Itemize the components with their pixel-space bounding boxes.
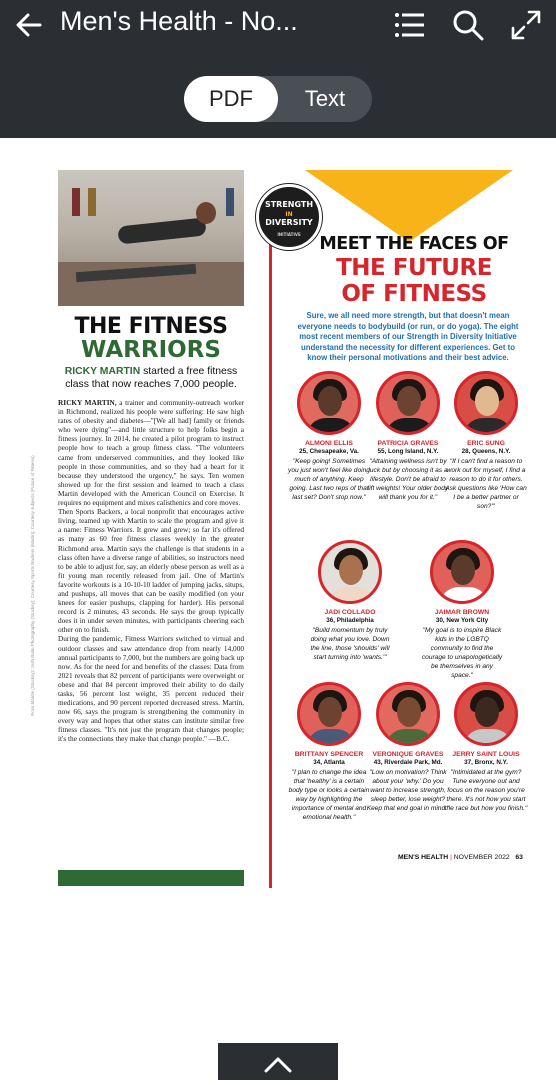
person-quote: "Low on motivation? Think about your 'why.' Do you want to increase strength, sleep better, lose weight? Keep that end goal in mind." bbox=[366, 769, 450, 812]
person-quote: "Intimidated at the gym? Tune everyone out and focus on the reason you're there. It's not how you start the race but how you finish." bbox=[444, 769, 528, 812]
person-photo bbox=[297, 371, 361, 435]
person-name: ERIC SUNG bbox=[467, 440, 505, 447]
faces-headline: MEET THE FACES OF bbox=[319, 234, 509, 254]
article-dek bbox=[58, 366, 244, 391]
person-quote: "Keep going! Sometimes you just won't feel like doing much of anything. Keep going. Last two reps of that last set? Don't stop now." bbox=[288, 458, 370, 501]
person-photo bbox=[430, 540, 494, 604]
person-location: 28, Queens, N.Y. bbox=[461, 448, 511, 455]
person-name: PATRICIA GRAVES bbox=[377, 440, 439, 447]
document-title: Men's Health - No... bbox=[60, 6, 298, 36]
person-card bbox=[444, 371, 528, 511]
dek-name: RICKY MARTIN bbox=[64, 366, 141, 377]
person-photo bbox=[318, 540, 382, 604]
page-footer: MEN'S HEALTH | NOVEMBER 2022 63 bbox=[398, 854, 523, 861]
person-name: JERRY SAINT LOUIS bbox=[452, 751, 520, 758]
text-tab[interactable]: Text bbox=[304, 86, 346, 111]
article-title-line2: WARRIORS bbox=[81, 337, 221, 363]
photo-credit: Ross Mantle (Stocksy); Josh Balm Photography (Stocksy); Courtesy Sports Backers (Martin); Courtesy subjects (Future of Fitness) bbox=[30, 455, 35, 716]
expand-icon[interactable] bbox=[509, 8, 543, 42]
person-card bbox=[287, 682, 371, 822]
person-card bbox=[420, 540, 504, 680]
search-icon[interactable] bbox=[451, 8, 485, 42]
body-lead: RICKY MARTIN, bbox=[58, 398, 117, 407]
back-arrow-icon[interactable] bbox=[12, 8, 46, 42]
person-quote: "I plan to change the idea that 'healthy' is a certain body type or looks a certain way by highlighting the importance of mental and emotional health." bbox=[288, 769, 370, 821]
person-quote: "My goal is to inspire Black kids in the LGBTQ community to find the courage to unapologetically be themselves in any space." bbox=[421, 627, 503, 679]
article-body bbox=[58, 398, 244, 744]
future-headline: THE FUTURE OF FITNESS bbox=[336, 255, 492, 307]
person-card bbox=[366, 371, 450, 503]
strength-in-diversity-badge: STRENGTH IN DIVERSITY INITIATIVE bbox=[256, 184, 322, 250]
dek-text: started a free fitness class that now reaches 7,000 people. bbox=[65, 366, 238, 390]
person-location: 37, Bronx, N.Y. bbox=[464, 759, 508, 766]
green-bar bbox=[58, 870, 244, 886]
body-text: a trainer and community-outreach worker in Richmond, realized his people were suffering: He saw high rates of obesity and diabetes—"[We all had] family or friends who were dying"—and little structure to help folks begin a fitness journey. In 2014, he created a pilot program to instruct people how to teach a group fitness class. "The volunteers came from underserved communities, and they looked like people in those communities, and so they had a heart for it because they understood the urgency," he says. Ten women showed up for the first session and learned to teach a class Martin developed with the American Council on Exercise. It requires no equipment and mixes calisthenics and core moves. Then Sports Backers, a local nonprofit that encourages active living, teamed up with Martin to scale the program and give it a name: Fitness Warriors. It grew and grew; so far it's offered as many as 60 free fitness classes weekly in the greater Richmond area. Martin says the challenge is that students in a class often have a diverse range of abilities, so instructors need to be able to adjust for, say, an elderly obese person as well as a fit young man recently released from jail. One of Martin's favorite workouts is a 10-10-10 ladder of jumping jacks, situps, and pushups, all moves that can be easily modified (on your knees for easier pushups, clapping for harder). His personal record is 2 minutes, 43 seconds. He says the group typically does it in under seven minutes, with participants cheering each other on to finish. During the pandemic, Fitness Warriors switched to virtual and outdoor classes and saw attendance drop from nearly 14,000 annual participants to 7,000, but the numbers are going back up now. As for the need for and benefits of the classes: Data from 2021 reveals that 82 percent of participants were overweight or obese and that 84 percent improved their ability to do daily tasks, 56 percent lost weight, 35 percent reduced their medications, and 90 percent reported decreased stress. Martin, now 66, says the program is strengthening the community in every way and hopes that other states can institute similar free fitness classes. "It's not just the program that changes people; it's the connections they make that change people." —B.C. bbox=[58, 398, 244, 744]
person-location: 25, Chesapeake, Va. bbox=[299, 448, 359, 455]
view-toggle bbox=[184, 76, 372, 122]
person-card bbox=[444, 682, 528, 814]
person-quote: "Build momentum by truly doing what you love. Down the line, those 'shoulds' will start turning into 'wants.'" bbox=[310, 627, 390, 661]
person-name: JAIMAR BROWN bbox=[434, 609, 490, 616]
chevron-up-icon[interactable] bbox=[218, 1043, 338, 1080]
person-photo bbox=[297, 682, 361, 746]
person-name: ALMONI ELLIS bbox=[305, 440, 353, 447]
person-photo bbox=[376, 371, 440, 435]
person-card bbox=[287, 371, 371, 503]
app-toolbar bbox=[0, 0, 556, 138]
list-icon[interactable] bbox=[392, 8, 426, 42]
person-card bbox=[308, 540, 392, 663]
person-quote: "If I can't find a reason to work out for myself, I find a reason to do it for others. Ask questions like 'How can I be a better partner or son?'" bbox=[445, 458, 527, 510]
person-quote: "Attaining wellness isn't by luck but by choosing it as a lifestyle. Don't be afraid to lift weights! Your older body will thank you for it." bbox=[367, 458, 449, 501]
person-location: 30, New York City bbox=[435, 617, 489, 624]
person-location: 36, Philadelphia bbox=[326, 617, 374, 624]
person-name: VERONIQUE GRAVES bbox=[372, 751, 444, 758]
person-location: 43, Riverdale Park, Md. bbox=[373, 759, 443, 766]
person-photo bbox=[454, 682, 518, 746]
person-card bbox=[366, 682, 450, 814]
article-title-line1: THE FITNESS bbox=[74, 314, 228, 339]
magazine-page bbox=[0, 138, 556, 1080]
yellow-triangle bbox=[305, 170, 513, 242]
faces-intro: Sure, we all need more strength, but that doesn't mean everyone needs to bodybuild (or run, or do yoga). The eight most recent members of our Strength in Diversity Initiative understand the necessity for different experiences. Get to know their personal motivations and their best advice. bbox=[297, 311, 519, 363]
pdf-tab[interactable]: PDF bbox=[184, 76, 278, 122]
person-name: BRITTANY SPENCER bbox=[294, 751, 364, 758]
fitness-class-photo bbox=[58, 170, 244, 306]
person-photo bbox=[376, 682, 440, 746]
page-navigator[interactable] bbox=[218, 1043, 338, 1080]
person-name: JADI COLLADO bbox=[324, 609, 376, 616]
person-photo bbox=[454, 371, 518, 435]
person-location: 34, Atlanta bbox=[313, 759, 345, 766]
person-location: 55, Long Island, N.Y. bbox=[377, 448, 439, 455]
